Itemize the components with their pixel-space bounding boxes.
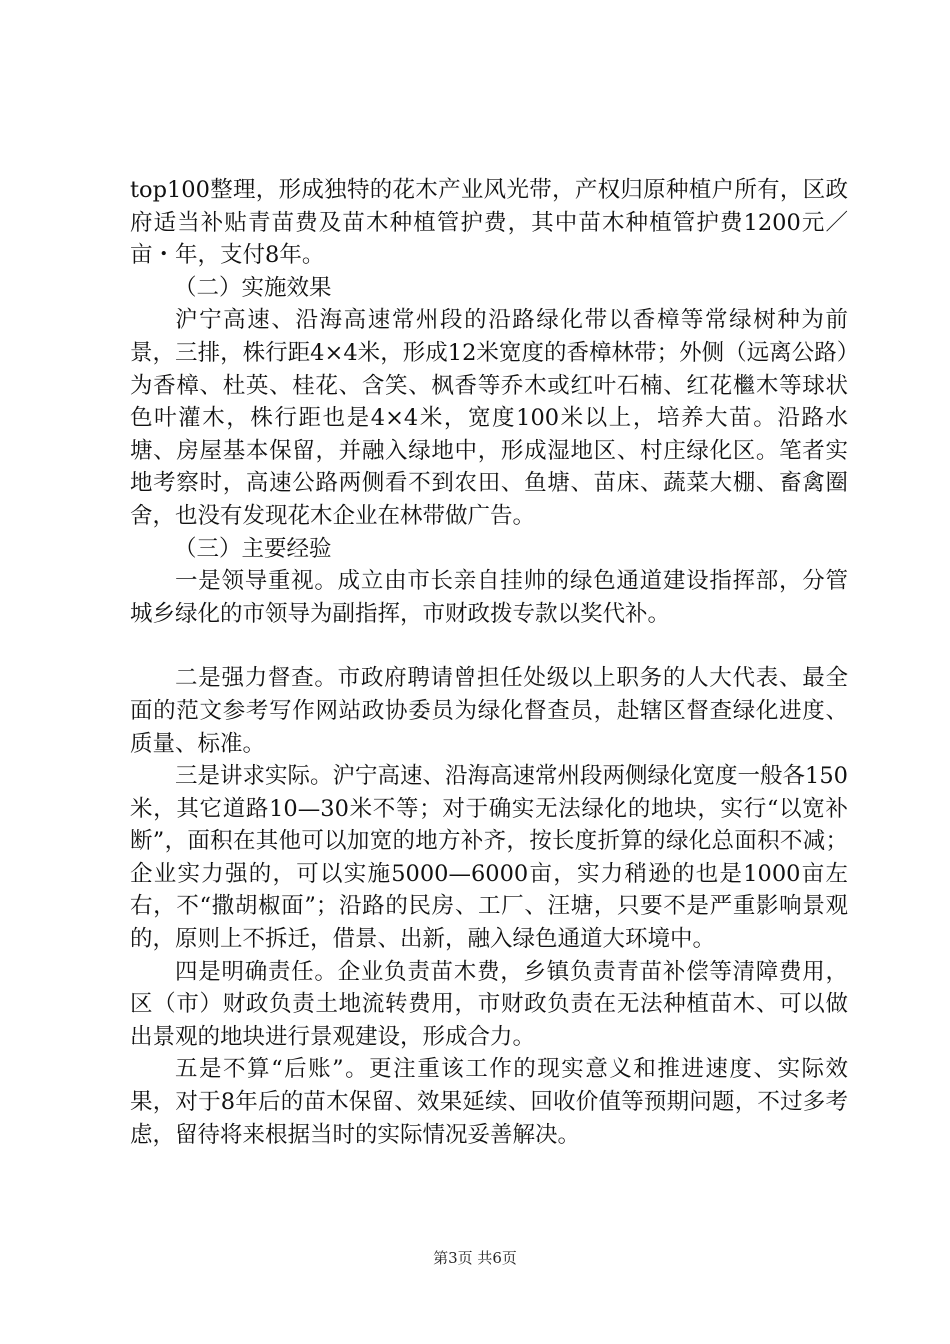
paragraph-supervision: 二是强力督查。市政府聘请曾担任处级以上职务的人大代表、最全面的范文参考写作网站政协委员为绿化督查员，赴辖区督查绿化进度、质量、标准。	[130, 665, 848, 757]
paragraph-no-afterward: 五是不算“后账”。更注重该工作的现实意义和推进速度、实际效果，对于8年后的苗木保留、效果延续、回收价值等预期问题，不过多考虑，留待将来根据当时的实际情况妥善解决。	[130, 1056, 848, 1148]
section-heading-effects: （二）实施效果	[174, 274, 332, 301]
document-body	[130, 174, 848, 1151]
paragraph-continuation: top100整理，形成独特的花木产业风光带，产权归原种植户所有，区政府适当补贴青苗费及苗木种植管护费，其中苗木种植管护费1200元／亩・年，支付8年。	[130, 177, 848, 269]
paragraph-leadership: 一是领导重视。成立由市长亲自挂帅的绿色通道建设指挥部，分管城乡绿化的市领导为副指挥，市财政拨专款以奖代补。	[130, 568, 848, 627]
section-heading-experience: （三）主要经验	[174, 535, 332, 562]
blank-line	[130, 630, 848, 662]
paragraph-effects: 沪宁高速、沿海高速常州段的沿路绿化带以香樟等常绿树种为前景，三排，株行距4×4米，形成12米宽度的香樟林带；外侧（远离公路）为香樟、杜英、桂花、含笑、枫香等乔木或红叶石楠、红花檵木等球状色叶灌木，株行距也是4×4米，宽度100米以上，培养大苗。沿路水塘、房屋基本保留，并融入绿地中，形成湿地区、村庄绿化区。笔者实地考察时，高速公路两侧看不到农田、鱼塘、苗床、蔬菜大棚、畜禽圈舍，也没有发现花木企业在林带做广告。	[130, 307, 848, 529]
page-number-footer: 第3页 共6页	[433, 1249, 517, 1267]
paragraph-responsibility: 四是明确责任。企业负责苗木费，乡镇负责青苗补偿等清障费用，区（市）财政负责土地流转费用，市财政负责在无法种植苗木、可以做出景观的地块进行景观建设，形成合力。	[130, 958, 848, 1050]
paragraph-practicality: 三是讲求实际。沪宁高速、沿海高速常州段两侧绿化宽度一般各150米，其它道路10—30米不等；对于确实无法绿化的地块，实行“以宽补断”，面积在其他可以加宽的地方补齐，按长度折算的绿化总面积不减；企业实力强的，可以实施5000—6000亩，实力稍逊的也是1000亩左右，不“撒胡椒面”；沿路的民房、工厂、汪塘，只要不是严重影响景观的，原则上不拆迁，借景、出新，融入绿色通道大环境中。	[130, 763, 848, 953]
